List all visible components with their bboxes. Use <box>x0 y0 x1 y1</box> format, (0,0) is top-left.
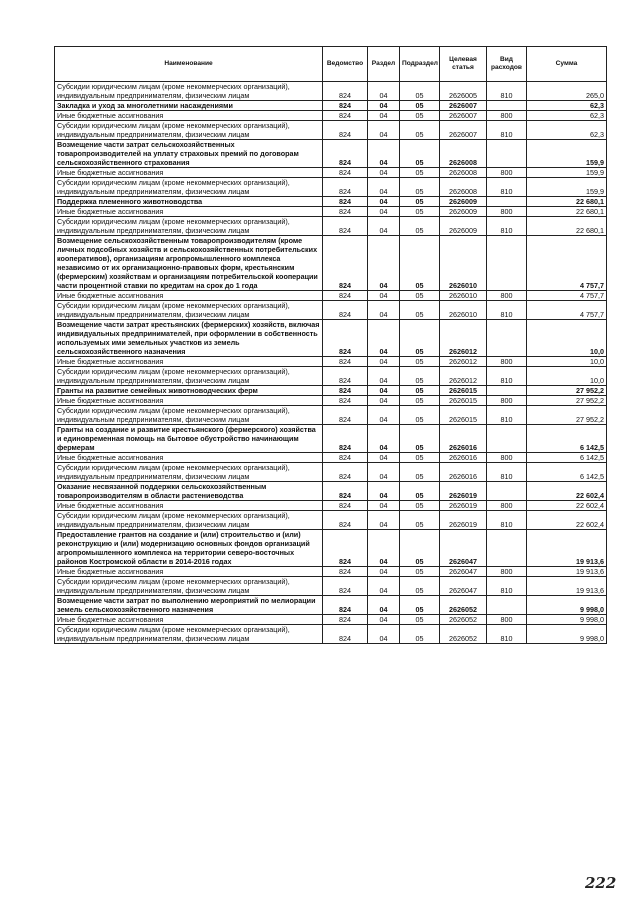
cell-target: 2626008 <box>440 140 487 168</box>
header-subsection: Подраздел <box>400 47 440 82</box>
cell-subsection: 05 <box>400 236 440 291</box>
table-row <box>55 386 607 396</box>
cell-subsection: 05 <box>400 101 440 111</box>
cell-sum: 159,9 <box>527 140 607 168</box>
cell-target: 2626016 <box>440 453 487 463</box>
cell-subsection: 05 <box>400 367 440 386</box>
cell-sum: 265,0 <box>527 82 607 101</box>
header-exptype: Вид расходов <box>487 47 527 82</box>
cell-exptype <box>487 596 527 615</box>
cell-name: Субсидии юридическим лицам (кроме некоммерческих организаций), индивидуальным предпринимателям, физическим лицам <box>55 301 323 320</box>
table-row <box>55 530 607 567</box>
cell-dept: 824 <box>323 178 368 197</box>
cell-target: 2626052 <box>440 615 487 625</box>
cell-section: 04 <box>368 357 400 367</box>
cell-section: 04 <box>368 291 400 301</box>
cell-subsection: 05 <box>400 386 440 396</box>
table-row <box>55 111 607 121</box>
cell-dept: 824 <box>323 453 368 463</box>
cell-exptype <box>487 197 527 207</box>
cell-sum: 27 952,2 <box>527 396 607 406</box>
cell-dept: 824 <box>323 291 368 301</box>
table-row <box>55 140 607 168</box>
cell-section: 04 <box>368 453 400 463</box>
cell-dept: 824 <box>323 168 368 178</box>
cell-exptype <box>487 101 527 111</box>
cell-name: Субсидии юридическим лицам (кроме некоммерческих организаций), индивидуальным предпринимателям, физическим лицам <box>55 178 323 197</box>
cell-sum: 22 602,4 <box>527 511 607 530</box>
cell-subsection: 05 <box>400 396 440 406</box>
cell-dept: 824 <box>323 511 368 530</box>
cell-dept: 824 <box>323 625 368 644</box>
cell-target: 2626016 <box>440 463 487 482</box>
cell-exptype: 810 <box>487 577 527 596</box>
cell-sum: 9 998,0 <box>527 596 607 615</box>
budget-table <box>54 46 607 644</box>
cell-sum: 62,3 <box>527 111 607 121</box>
table-row <box>55 217 607 236</box>
cell-target: 2626010 <box>440 236 487 291</box>
page-number: 222 <box>585 874 617 892</box>
cell-sum: 19 913,6 <box>527 530 607 567</box>
cell-dept: 824 <box>323 406 368 425</box>
cell-sum: 9 998,0 <box>527 615 607 625</box>
cell-name: Возмещение части затрат сельскохозяйственных товаропроизводителей на уплату страховых премий по договорам сельскохозяйственного страхования <box>55 140 323 168</box>
cell-subsection: 05 <box>400 217 440 236</box>
cell-exptype <box>487 320 527 357</box>
table-row <box>55 406 607 425</box>
cell-exptype: 810 <box>487 511 527 530</box>
cell-subsection: 05 <box>400 530 440 567</box>
cell-subsection: 05 <box>400 111 440 121</box>
cell-target: 2626012 <box>440 367 487 386</box>
table-row <box>55 482 607 501</box>
cell-section: 04 <box>368 463 400 482</box>
cell-subsection: 05 <box>400 291 440 301</box>
table-row <box>55 82 607 101</box>
header-dept: Ведомство <box>323 47 368 82</box>
table-row <box>55 567 607 577</box>
cell-subsection: 05 <box>400 501 440 511</box>
cell-section: 04 <box>368 178 400 197</box>
cell-exptype: 810 <box>487 301 527 320</box>
cell-subsection: 05 <box>400 615 440 625</box>
cell-sum: 22 602,4 <box>527 501 607 511</box>
cell-target: 2626015 <box>440 396 487 406</box>
cell-exptype: 800 <box>487 453 527 463</box>
table-row <box>55 453 607 463</box>
cell-section: 04 <box>368 101 400 111</box>
cell-dept: 824 <box>323 301 368 320</box>
header-sum: Сумма <box>527 47 607 82</box>
cell-name: Иные бюджетные ассигнования <box>55 168 323 178</box>
cell-section: 04 <box>368 567 400 577</box>
cell-section: 04 <box>368 482 400 501</box>
cell-name: Оказание несвязанной поддержки сельскохозяйственным товаропроизводителям в области растениеводства <box>55 482 323 501</box>
cell-sum: 4 757,7 <box>527 236 607 291</box>
cell-name: Возмещение части затрат по выполнению мероприятий по мелиорации земель сельскохозяйственного назначения <box>55 596 323 615</box>
cell-section: 04 <box>368 197 400 207</box>
cell-exptype: 810 <box>487 217 527 236</box>
cell-sum: 19 913,6 <box>527 567 607 577</box>
cell-exptype: 810 <box>487 82 527 101</box>
cell-subsection: 05 <box>400 357 440 367</box>
cell-target: 2626019 <box>440 511 487 530</box>
cell-section: 04 <box>368 320 400 357</box>
cell-dept: 824 <box>323 567 368 577</box>
cell-sum: 22 680,1 <box>527 217 607 236</box>
cell-name: Субсидии юридическим лицам (кроме некоммерческих организаций), индивидуальным предпринимателям, физическим лицам <box>55 406 323 425</box>
table-row <box>55 501 607 511</box>
cell-name: Субсидии юридическим лицам (кроме некоммерческих организаций), индивидуальным предпринимателям, физическим лицам <box>55 463 323 482</box>
cell-subsection: 05 <box>400 320 440 357</box>
cell-sum: 22 680,1 <box>527 207 607 217</box>
cell-exptype <box>487 140 527 168</box>
cell-dept: 824 <box>323 121 368 140</box>
cell-name: Гранты на создание и развитие крестьянского (фермерского) хозяйства и единовременная помощь на бытовое обустройство начинающим фермерам <box>55 425 323 453</box>
cell-subsection: 05 <box>400 511 440 530</box>
cell-name: Иные бюджетные ассигнования <box>55 357 323 367</box>
header-target: Целевая статья <box>440 47 487 82</box>
cell-subsection: 05 <box>400 625 440 644</box>
cell-subsection: 05 <box>400 453 440 463</box>
cell-name: Возмещение сельскохозяйственным товаропроизводителям (кроме личных подсобных хозяйств и сельскохозяйственных потребительских кооперативов), организациям агропромышленного комплекса независимо от их организационно-правовых форм, крестьянским (фермерским) хозяйствам и организациям потребительской кооперации части процентной ставки по кредитам на срок до 1 года <box>55 236 323 291</box>
cell-section: 04 <box>368 111 400 121</box>
cell-section: 04 <box>368 501 400 511</box>
table-row <box>55 121 607 140</box>
cell-target: 2626008 <box>440 168 487 178</box>
cell-sum: 159,9 <box>527 178 607 197</box>
table-row <box>55 615 607 625</box>
cell-section: 04 <box>368 625 400 644</box>
cell-target: 2626009 <box>440 217 487 236</box>
cell-dept: 824 <box>323 482 368 501</box>
cell-section: 04 <box>368 615 400 625</box>
cell-name: Возмещение части затрат крестьянских (фермерских) хозяйств, включая индивидуальных предпринимателей, при оформлении в собственность используемых ими земельных участков из земель сельскохозяйственного назначения <box>55 320 323 357</box>
cell-section: 04 <box>368 121 400 140</box>
cell-section: 04 <box>368 406 400 425</box>
cell-target: 2626009 <box>440 197 487 207</box>
cell-subsection: 05 <box>400 207 440 217</box>
cell-exptype: 800 <box>487 168 527 178</box>
cell-subsection: 05 <box>400 301 440 320</box>
cell-dept: 824 <box>323 111 368 121</box>
cell-sum: 6 142,5 <box>527 425 607 453</box>
table-row <box>55 577 607 596</box>
cell-name: Гранты на развитие семейных животноводческих ферм <box>55 386 323 396</box>
cell-name: Предоставление грантов на создание и (или) строительство и (или) реконструкцию и (или) модернизацию основных фондов организаций агропромышленного комплекса на территории северо-восточных районов Костромской области в 2014-2016 годах <box>55 530 323 567</box>
cell-exptype: 800 <box>487 357 527 367</box>
cell-exptype <box>487 530 527 567</box>
cell-subsection: 05 <box>400 482 440 501</box>
cell-sum: 22 602,4 <box>527 482 607 501</box>
cell-subsection: 05 <box>400 577 440 596</box>
table-row <box>55 301 607 320</box>
cell-section: 04 <box>368 596 400 615</box>
cell-dept: 824 <box>323 207 368 217</box>
cell-exptype: 810 <box>487 367 527 386</box>
cell-target: 2626015 <box>440 406 487 425</box>
cell-exptype: 800 <box>487 615 527 625</box>
table-row <box>55 463 607 482</box>
cell-section: 04 <box>368 367 400 386</box>
cell-sum: 27 952,2 <box>527 406 607 425</box>
cell-target: 2626052 <box>440 596 487 615</box>
cell-name: Иные бюджетные ассигнования <box>55 615 323 625</box>
cell-section: 04 <box>368 530 400 567</box>
cell-sum: 9 998,0 <box>527 625 607 644</box>
cell-dept: 824 <box>323 386 368 396</box>
cell-name: Иные бюджетные ассигнования <box>55 453 323 463</box>
cell-sum: 6 142,5 <box>527 453 607 463</box>
cell-target: 2626008 <box>440 178 487 197</box>
cell-target: 2626005 <box>440 82 487 101</box>
cell-exptype: 800 <box>487 111 527 121</box>
cell-exptype: 810 <box>487 625 527 644</box>
cell-exptype <box>487 236 527 291</box>
cell-dept: 824 <box>323 425 368 453</box>
cell-exptype: 800 <box>487 291 527 301</box>
cell-dept: 824 <box>323 357 368 367</box>
cell-target: 2626007 <box>440 121 487 140</box>
cell-dept: 824 <box>323 367 368 386</box>
cell-target: 2626047 <box>440 567 487 577</box>
cell-sum: 62,3 <box>527 101 607 111</box>
cell-sum: 10,0 <box>527 367 607 386</box>
cell-exptype <box>487 386 527 396</box>
cell-section: 04 <box>368 217 400 236</box>
cell-target: 2626010 <box>440 291 487 301</box>
cell-name: Поддержка племенного животноводства <box>55 197 323 207</box>
cell-sum: 22 680,1 <box>527 197 607 207</box>
table-row <box>55 236 607 291</box>
cell-name: Иные бюджетные ассигнования <box>55 207 323 217</box>
cell-subsection: 05 <box>400 425 440 453</box>
cell-name: Субсидии юридическим лицам (кроме некоммерческих организаций), индивидуальным предпринимателям, физическим лицам <box>55 511 323 530</box>
cell-section: 04 <box>368 168 400 178</box>
cell-target: 2626015 <box>440 386 487 396</box>
cell-exptype: 800 <box>487 396 527 406</box>
cell-subsection: 05 <box>400 168 440 178</box>
cell-target: 2626047 <box>440 530 487 567</box>
cell-dept: 824 <box>323 463 368 482</box>
cell-name: Иные бюджетные ассигнования <box>55 111 323 121</box>
cell-target: 2626019 <box>440 501 487 511</box>
cell-dept: 824 <box>323 577 368 596</box>
cell-subsection: 05 <box>400 121 440 140</box>
cell-name: Субсидии юридическим лицам (кроме некоммерческих организаций), индивидуальным предпринимателям, физическим лицам <box>55 82 323 101</box>
cell-target: 2626009 <box>440 207 487 217</box>
table-row <box>55 425 607 453</box>
cell-section: 04 <box>368 82 400 101</box>
table-row <box>55 357 607 367</box>
cell-name: Иные бюджетные ассигнования <box>55 501 323 511</box>
table-row <box>55 101 607 111</box>
table-row <box>55 320 607 357</box>
header-section: Раздел <box>368 47 400 82</box>
cell-dept: 824 <box>323 140 368 168</box>
cell-target: 2626012 <box>440 320 487 357</box>
cell-exptype <box>487 482 527 501</box>
cell-sum: 10,0 <box>527 320 607 357</box>
cell-dept: 824 <box>323 236 368 291</box>
cell-name: Субсидии юридическим лицам (кроме некоммерческих организаций), индивидуальным предпринимателям, физическим лицам <box>55 367 323 386</box>
cell-subsection: 05 <box>400 140 440 168</box>
table-body <box>55 82 607 644</box>
cell-sum: 4 757,7 <box>527 301 607 320</box>
cell-name: Субсидии юридическим лицам (кроме некоммерческих организаций), индивидуальным предпринимателям, физическим лицам <box>55 121 323 140</box>
cell-exptype: 810 <box>487 463 527 482</box>
table-row <box>55 291 607 301</box>
cell-sum: 4 757,7 <box>527 291 607 301</box>
table-row <box>55 511 607 530</box>
cell-exptype: 810 <box>487 178 527 197</box>
cell-section: 04 <box>368 511 400 530</box>
cell-dept: 824 <box>323 197 368 207</box>
cell-section: 04 <box>368 386 400 396</box>
cell-name: Субсидии юридическим лицам (кроме некоммерческих организаций), индивидуальным предпринимателям, физическим лицам <box>55 625 323 644</box>
cell-exptype: 800 <box>487 501 527 511</box>
cell-exptype: 800 <box>487 207 527 217</box>
table-row <box>55 396 607 406</box>
header-row <box>55 47 607 82</box>
cell-section: 04 <box>368 140 400 168</box>
cell-sum: 10,0 <box>527 357 607 367</box>
cell-subsection: 05 <box>400 463 440 482</box>
cell-dept: 824 <box>323 530 368 567</box>
cell-target: 2626019 <box>440 482 487 501</box>
cell-exptype: 810 <box>487 121 527 140</box>
cell-section: 04 <box>368 207 400 217</box>
cell-target: 2626007 <box>440 111 487 121</box>
table-row <box>55 197 607 207</box>
cell-sum: 27 952,2 <box>527 386 607 396</box>
cell-section: 04 <box>368 425 400 453</box>
table-row <box>55 596 607 615</box>
cell-subsection: 05 <box>400 567 440 577</box>
cell-target: 2626010 <box>440 301 487 320</box>
cell-section: 04 <box>368 301 400 320</box>
cell-subsection: 05 <box>400 596 440 615</box>
cell-exptype: 810 <box>487 406 527 425</box>
cell-name: Иные бюджетные ассигнования <box>55 291 323 301</box>
cell-target: 2626052 <box>440 625 487 644</box>
cell-name: Субсидии юридическим лицам (кроме некоммерческих организаций), индивидуальным предпринимателям, физическим лицам <box>55 577 323 596</box>
header-name: Наименование <box>55 47 323 82</box>
cell-sum: 62,3 <box>527 121 607 140</box>
cell-target: 2626016 <box>440 425 487 453</box>
cell-exptype: 800 <box>487 567 527 577</box>
cell-sum: 159,9 <box>527 168 607 178</box>
cell-dept: 824 <box>323 501 368 511</box>
cell-name: Иные бюджетные ассигнования <box>55 567 323 577</box>
cell-section: 04 <box>368 236 400 291</box>
cell-name: Иные бюджетные ассигнования <box>55 396 323 406</box>
cell-subsection: 05 <box>400 197 440 207</box>
cell-section: 04 <box>368 396 400 406</box>
cell-dept: 824 <box>323 101 368 111</box>
cell-sum: 6 142,5 <box>527 463 607 482</box>
cell-dept: 824 <box>323 396 368 406</box>
table-row <box>55 207 607 217</box>
cell-subsection: 05 <box>400 82 440 101</box>
cell-sum: 19 913,6 <box>527 577 607 596</box>
cell-dept: 824 <box>323 82 368 101</box>
cell-name: Закладка и уход за многолетними насаждениями <box>55 101 323 111</box>
table-row <box>55 178 607 197</box>
cell-subsection: 05 <box>400 406 440 425</box>
cell-dept: 824 <box>323 615 368 625</box>
cell-section: 04 <box>368 577 400 596</box>
cell-dept: 824 <box>323 217 368 236</box>
table-row <box>55 625 607 644</box>
table-row <box>55 367 607 386</box>
table-row <box>55 168 607 178</box>
cell-target: 2626047 <box>440 577 487 596</box>
cell-target: 2626012 <box>440 357 487 367</box>
cell-subsection: 05 <box>400 178 440 197</box>
cell-target: 2626007 <box>440 101 487 111</box>
cell-dept: 824 <box>323 320 368 357</box>
cell-name: Субсидии юридическим лицам (кроме некоммерческих организаций), индивидуальным предпринимателям, физическим лицам <box>55 217 323 236</box>
cell-dept: 824 <box>323 596 368 615</box>
cell-exptype <box>487 425 527 453</box>
